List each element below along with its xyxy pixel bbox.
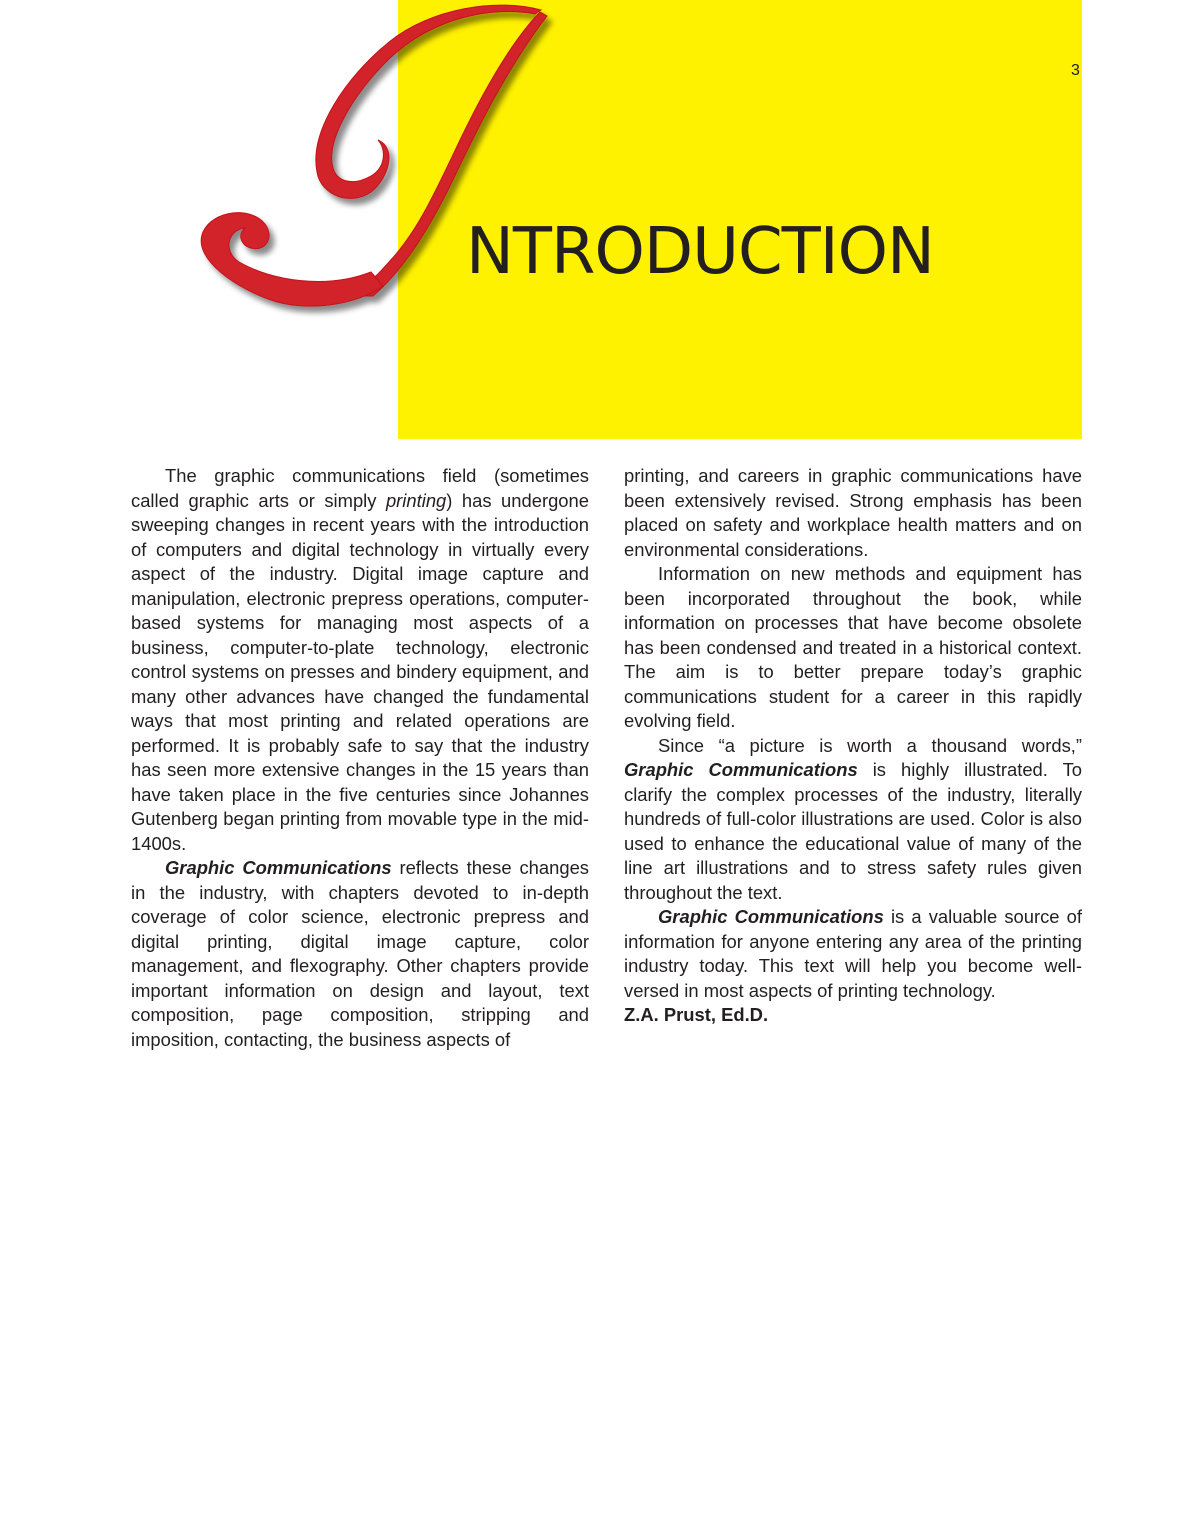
paragraph-text: Since “a picture is worth a thousand words,” [658,734,1082,756]
paragraph-intro [131,464,589,856]
page-number: 3 [1071,62,1080,79]
paragraph-book-changes [131,856,589,1052]
paragraph-illustrations [624,734,1082,906]
right-column [624,464,1082,1028]
paragraph-valuable-source [624,905,1082,1003]
page-title: NTRODUCTION [466,215,934,289]
paragraph-text: is a valuable source of information for anyone entering any area of the printing industry today. This text will help you become well-versed in most aspects of printing technology. [624,906,1082,1001]
paragraph-text: reflects these changes in the industry, with chapters devoted to in-depth coverage of color science, electronic prepress and digital printing, digital image capture, color management, and flexography. Other chapters provide important information on design and layout, text composition, page composition, stripping and imposition, contacting, the business aspects of [131,857,589,1050]
italic-term: printing [385,489,447,511]
book-title: Graphic Communications [165,857,392,878]
paragraph-new-methods: Information on new methods and equipment has been incorporated throughout the book, while information on processes that have become obsolete has been condensed and treated in a historical context. The aim is to better prepare today’s graphic communications student for a career in this rapidly evolving field. [624,563,1082,731]
author-signature: Z.A. Prust, Ed.D. [624,1004,769,1025]
paragraph-continued: printing, and careers in graphic communications have been extensively revised. Strong emphasis has been placed on safety and workplace health matters and on environmental considerations. [624,465,1082,560]
book-title: Graphic Communications [658,906,884,927]
paragraph-text: ) has undergone sweeping changes in recent years with the introduction of computers and digital technology in virtually every aspect of the industry. Digital image capture and manipulation, electronic prepress operations, computer-based systems for managing most aspects of a business, computer-to-plate technology, electronic control systems on presses and bindery equipment, and many other advances have changed the fundamental ways that most printing and related operations are performed. It is probably safe to say that the industry has seen more extensive changes in the 15 years than have taken place in the five centuries since Johannes Gutenberg began printing from movable type in the mid-1400s. [131,489,589,854]
book-title: Graphic Communications [624,759,858,780]
left-column [131,464,589,1052]
body-text [131,464,1083,1064]
paragraph-text: The graphic communications field (sometimes called graphic arts or simply [131,465,589,511]
paragraph-text: is highly illustrated. To clarify the complex processes of the industry, literally hundreds of full-color illustrations are used. Color is also used to enhance the educational value of many of the line art illustrations and to stress safety rules given throughout the text. [624,759,1082,903]
